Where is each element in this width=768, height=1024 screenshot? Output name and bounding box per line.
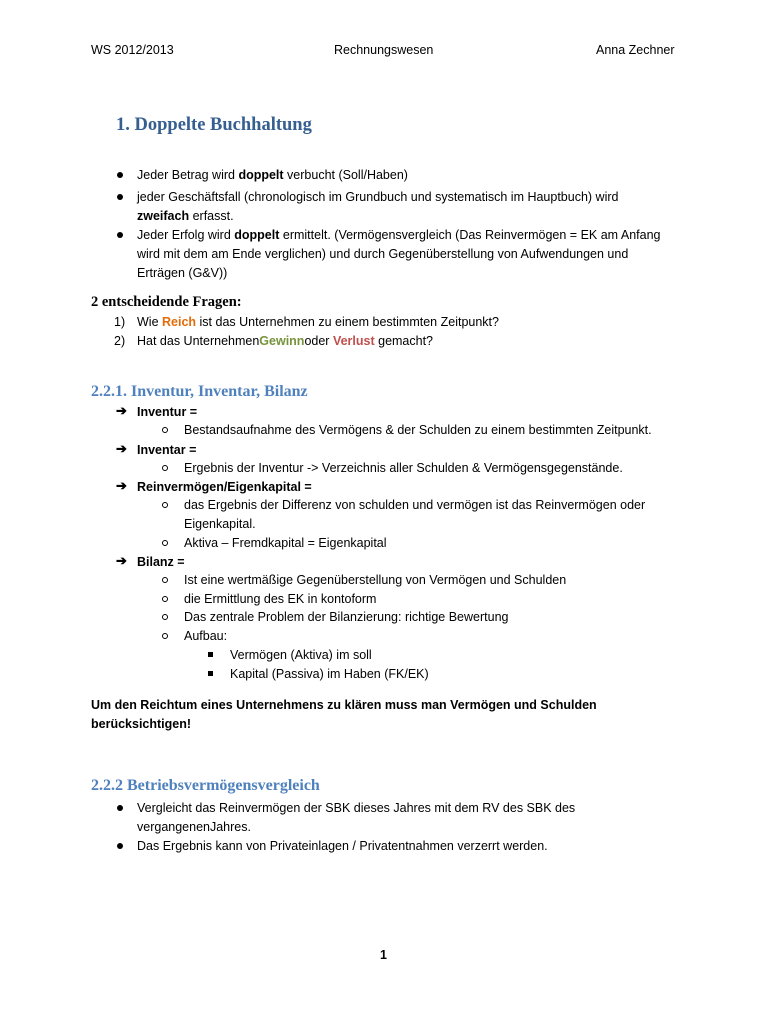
bullet-erfolg-pre: Jeder Erfolg wird [137, 228, 235, 242]
inventur-definition: Bestandsaufnahme des Vermögens & der Schulden zu einem bestimmten Zeitpunkt. [184, 423, 652, 437]
header-semester: WS 2012/2013 [91, 43, 174, 57]
section-title-inventur-inventar-bilanz: 2.2.1. Inventur, Inventar, Bilanz [91, 383, 308, 400]
reinvermoegen-definition-line2: Eigenkapital. [184, 517, 256, 531]
question-2-number: 2) [114, 334, 126, 348]
bullet-dot [117, 194, 123, 200]
bullet-geschaeftsfall-post: erfasst. [189, 209, 234, 223]
question-1-post: ist das Unternehmen zu einem bestimmten Zeitpunkt? [196, 315, 499, 329]
circle-bullet-icon [162, 633, 168, 639]
question-2-post: gemacht? [374, 334, 434, 348]
term-inventar: Inventar = [137, 443, 197, 457]
bullet-betrag-pre: Jeder Betrag wird [137, 168, 239, 182]
bvv-bullet-2: Das Ergebnis kann von Privateinlagen / Privatentnahmen verzerrt werden. [137, 839, 548, 853]
section-title-betriebsvermoegensvergleich: 2.2.2 Betriebsvermögensvergleich [91, 777, 320, 794]
arrow-icon: ➔ [116, 441, 127, 456]
square-bullet-icon [208, 671, 213, 676]
bilanz-point-4: Aufbau: [184, 629, 228, 643]
arrow-icon: ➔ [116, 403, 127, 418]
section-title-doppelte-buchhaltung: 1. Doppelte Buchhaltung [116, 115, 312, 135]
bullet-betrag-bold: doppelt [238, 168, 284, 182]
inventar-definition: Ergebnis der Inventur -> Verzeichnis aller Schulden & Vermögensgegenstände. [184, 461, 623, 475]
arrow-icon: ➔ [116, 478, 127, 493]
bullet-erfolg-line1 [137, 227, 661, 243]
term-reinvermoegen: Reinvermögen/Eigenkapital = [137, 480, 312, 494]
circle-bullet-icon [162, 427, 168, 433]
question-2 [137, 333, 433, 349]
bullet-betrag [137, 167, 408, 183]
summary-line-2: berücksichtigen! [91, 717, 192, 731]
circle-bullet-icon [162, 577, 168, 583]
bullet-geschaeftsfall-bold: zweifach [137, 209, 190, 223]
circle-bullet-icon [162, 596, 168, 602]
aufbau-aktiva: Vermögen (Aktiva) im soll [230, 648, 372, 662]
aufbau-passiva: Kapital (Passiva) im Haben (FK/EK) [230, 667, 429, 681]
question-1-number: 1) [114, 315, 126, 329]
circle-bullet-icon [162, 465, 168, 471]
bullet-dot [117, 232, 123, 238]
bilanz-point-1: Ist eine wertmäßige Gegenüberstellung von Vermögen und Schulden [184, 573, 567, 587]
question-1 [137, 314, 499, 330]
question-1-pre: Wie [137, 315, 162, 329]
header-course: Rechnungswesen [334, 43, 434, 57]
circle-bullet-icon [162, 502, 168, 508]
page-number: 1 [380, 948, 387, 962]
bullet-erfolg-line3: Erträgen (G&V)) [137, 266, 228, 280]
reinvermoegen-definition-line1: das Ergebnis der Differenz von schulden und vermögen ist das Reinvermögen oder [184, 498, 646, 512]
question-2-pre: Hat das Unternehmen [137, 334, 260, 348]
questions-heading: 2 entscheidende Fragen: [91, 294, 242, 310]
bullet-erfolg-line2: wird mit dem am Ende verglichen) und durch Gegenüberstellung von Aufwendungen und [137, 247, 629, 261]
bilanz-point-3: Das zentrale Problem der Bilanzierung: richtige Bewertung [184, 610, 509, 624]
bilanz-point-2: die Ermittlung des EK in kontoform [184, 592, 377, 606]
square-bullet-icon [208, 652, 213, 657]
bullet-geschaeftsfall-line1: jeder Geschäftsfall (chronologisch im Grundbuch und systematisch im Hauptbuch) wird [137, 190, 619, 204]
bullet-dot [117, 805, 123, 811]
circle-bullet-icon [162, 614, 168, 620]
bvv-bullet-1-line2: vergangenenJahres. [137, 820, 251, 834]
bvv-bullet-1-line1: Vergleicht das Reinvermögen der SBK dieses Jahres mit dem RV des SBK des [137, 801, 576, 815]
question-2-mid: oder [304, 334, 333, 348]
arrow-icon: ➔ [116, 553, 127, 568]
bullet-erfolg-bold: doppelt [234, 228, 280, 242]
bullet-betrag-post: verbucht (Soll/Haben) [283, 168, 408, 182]
reinvermoegen-formula: Aktiva – Fremdkapital = Eigenkapital [184, 536, 387, 550]
bullet-dot [117, 843, 123, 849]
question-1-reich: Reich [162, 315, 197, 329]
summary-line-1: Um den Reichtum eines Unternehmens zu klären muss man Vermögen und Schulden [91, 698, 597, 712]
term-bilanz: Bilanz = [137, 555, 185, 569]
bullet-dot [117, 172, 123, 178]
question-2-verlust: Verlust [332, 334, 375, 348]
term-inventur: Inventur = [137, 405, 198, 419]
bullet-geschaeftsfall-line2 [137, 208, 234, 224]
circle-bullet-icon [162, 540, 168, 546]
bullet-erfolg-post: ermittelt. (Vermögensvergleich (Das Reinvermögen = EK am Anfang [279, 228, 661, 242]
header-author: Anna Zechner [596, 43, 675, 57]
question-2-gewinn: Gewinn [259, 334, 305, 348]
